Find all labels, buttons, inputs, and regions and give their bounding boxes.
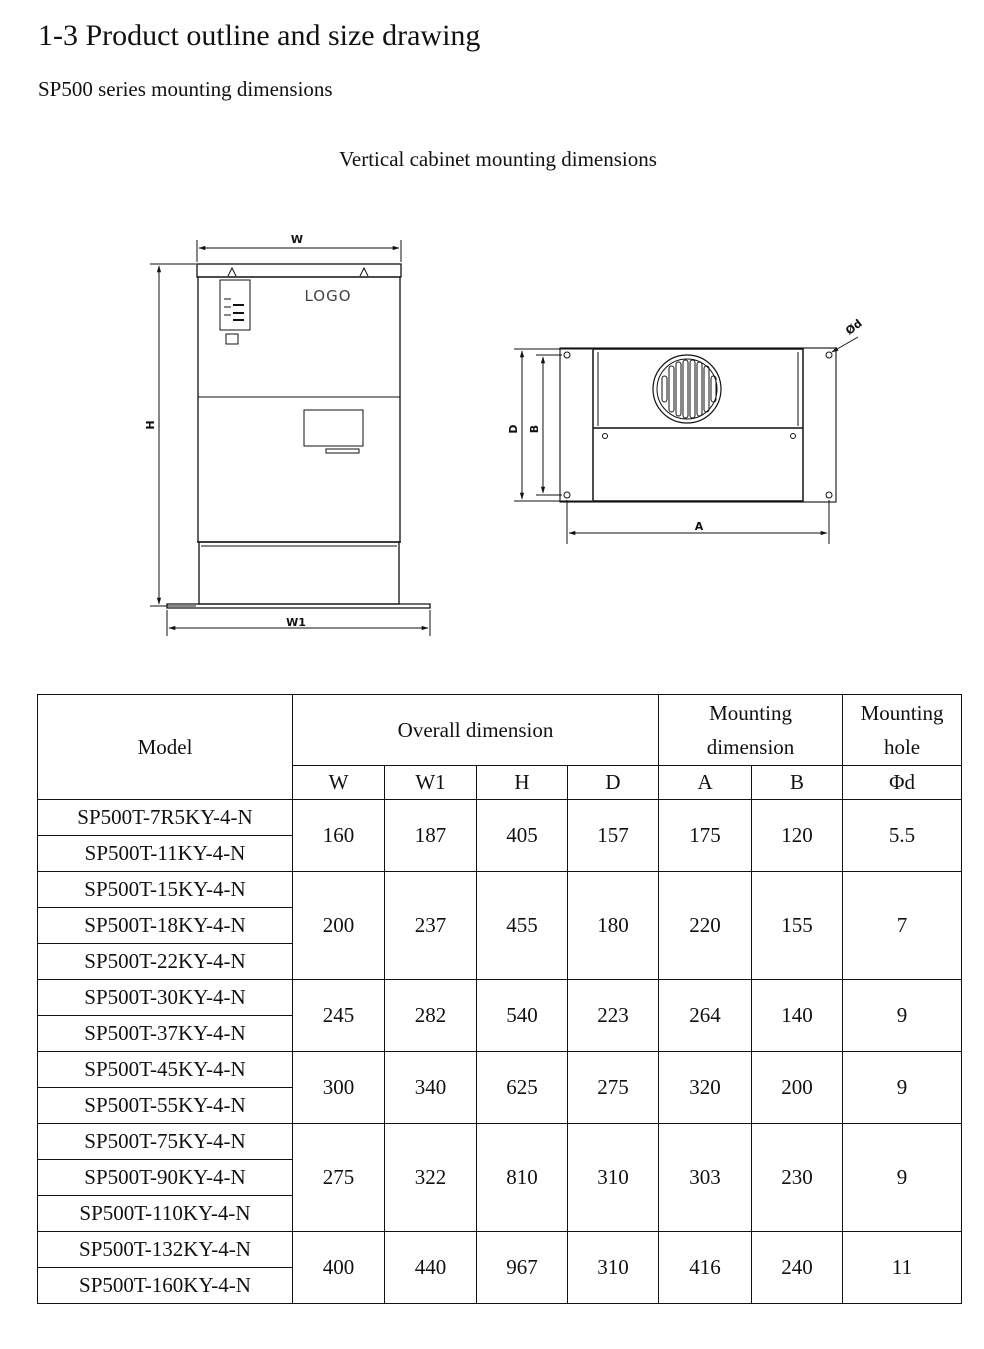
model-cell: SP500T-110KY-4-N [38, 1196, 293, 1232]
value-cell-d: 310 [568, 1124, 659, 1232]
dim-label-d: D [507, 424, 520, 434]
value-cell-w: 160 [293, 800, 385, 872]
header-b: B [752, 766, 843, 800]
model-cell: SP500T-18KY-4-N [38, 908, 293, 944]
header-d: D [568, 766, 659, 800]
value-cell-w: 200 [293, 872, 385, 980]
front-view [150, 240, 430, 636]
header-overall-dimension: Overall dimension [293, 695, 659, 766]
value-cell-a: 220 [659, 872, 752, 980]
logo-mark: LOGO [304, 287, 352, 305]
value-cell-d: 275 [568, 1052, 659, 1124]
dim-label-h: H [144, 420, 157, 430]
dimension-table [37, 694, 962, 1304]
table-body [38, 800, 962, 1304]
value-cell-b: 120 [752, 800, 843, 872]
value-cell-phi-d: 9 [843, 1052, 962, 1124]
value-cell-w: 400 [293, 1232, 385, 1304]
dim-label-b: B [528, 424, 541, 434]
model-cell: SP500T-22KY-4-N [38, 944, 293, 980]
model-cell: SP500T-132KY-4-N [38, 1232, 293, 1268]
value-cell-a: 175 [659, 800, 752, 872]
value-cell-b: 155 [752, 872, 843, 980]
value-cell-phi-d: 9 [843, 1124, 962, 1232]
model-cell: SP500T-45KY-4-N [38, 1052, 293, 1088]
value-cell-h: 405 [477, 800, 568, 872]
value-cell-w1: 187 [385, 800, 477, 872]
dim-label-w1: W1 [286, 616, 306, 629]
value-cell-h: 625 [477, 1052, 568, 1124]
value-cell-w: 275 [293, 1124, 385, 1232]
dim-label-phi-d: Ød [843, 316, 865, 338]
model-cell: SP500T-30KY-4-N [38, 980, 293, 1016]
value-cell-h: 810 [477, 1124, 568, 1232]
value-cell-phi-d: 7 [843, 872, 962, 980]
model-cell: SP500T-37KY-4-N [38, 1016, 293, 1052]
value-cell-w: 300 [293, 1052, 385, 1124]
header-w: W [293, 766, 385, 800]
value-cell-w1: 282 [385, 980, 477, 1052]
value-cell-b: 200 [752, 1052, 843, 1124]
model-cell: SP500T-15KY-4-N [38, 872, 293, 908]
value-cell-a: 320 [659, 1052, 752, 1124]
value-cell-b: 140 [752, 980, 843, 1052]
value-cell-h: 967 [477, 1232, 568, 1304]
table-row [38, 980, 962, 1016]
value-cell-b: 230 [752, 1124, 843, 1232]
header-phi-d: Φd [843, 766, 962, 800]
value-cell-phi-d: 5.5 [843, 800, 962, 872]
value-cell-h: 455 [477, 872, 568, 980]
value-cell-w1: 237 [385, 872, 477, 980]
value-cell-a: 303 [659, 1124, 752, 1232]
value-cell-d: 180 [568, 872, 659, 980]
model-cell: SP500T-160KY-4-N [38, 1268, 293, 1304]
value-cell-d: 310 [568, 1232, 659, 1304]
value-cell-a: 264 [659, 980, 752, 1052]
value-cell-w1: 440 [385, 1232, 477, 1304]
mounting-view [514, 337, 858, 544]
dim-label-a: A [694, 520, 704, 533]
value-cell-h: 540 [477, 980, 568, 1052]
model-cell: SP500T-90KY-4-N [38, 1160, 293, 1196]
table-row [38, 1232, 962, 1268]
table-row [38, 800, 962, 836]
header-h: H [477, 766, 568, 800]
header-mounting-hole: Mounting hole [843, 695, 962, 766]
header-model: Model [38, 695, 293, 800]
value-cell-w1: 322 [385, 1124, 477, 1232]
header-a: A [659, 766, 752, 800]
dim-label-w: W [290, 233, 304, 246]
table-row [38, 1052, 962, 1088]
model-cell: SP500T-7R5KY-4-N [38, 800, 293, 836]
table-row [38, 1124, 962, 1160]
value-cell-b: 240 [752, 1232, 843, 1304]
model-cell: SP500T-55KY-4-N [38, 1088, 293, 1124]
page-title: 1-3 Product outline and size drawing [38, 19, 481, 52]
value-cell-w1: 340 [385, 1052, 477, 1124]
value-cell-d: 157 [568, 800, 659, 872]
table-row [38, 872, 962, 908]
drawing-caption: Vertical cabinet mounting dimensions [339, 147, 657, 171]
header-mounting-dimension: Mounting dimension [659, 695, 843, 766]
header-w1: W1 [385, 766, 477, 800]
value-cell-phi-d: 11 [843, 1232, 962, 1304]
value-cell-d: 223 [568, 980, 659, 1052]
model-cell: SP500T-75KY-4-N [38, 1124, 293, 1160]
page-subtitle: SP500 series mounting dimensions [38, 77, 333, 101]
value-cell-w: 245 [293, 980, 385, 1052]
model-cell: SP500T-11KY-4-N [38, 836, 293, 872]
value-cell-a: 416 [659, 1232, 752, 1304]
value-cell-phi-d: 9 [843, 980, 962, 1052]
